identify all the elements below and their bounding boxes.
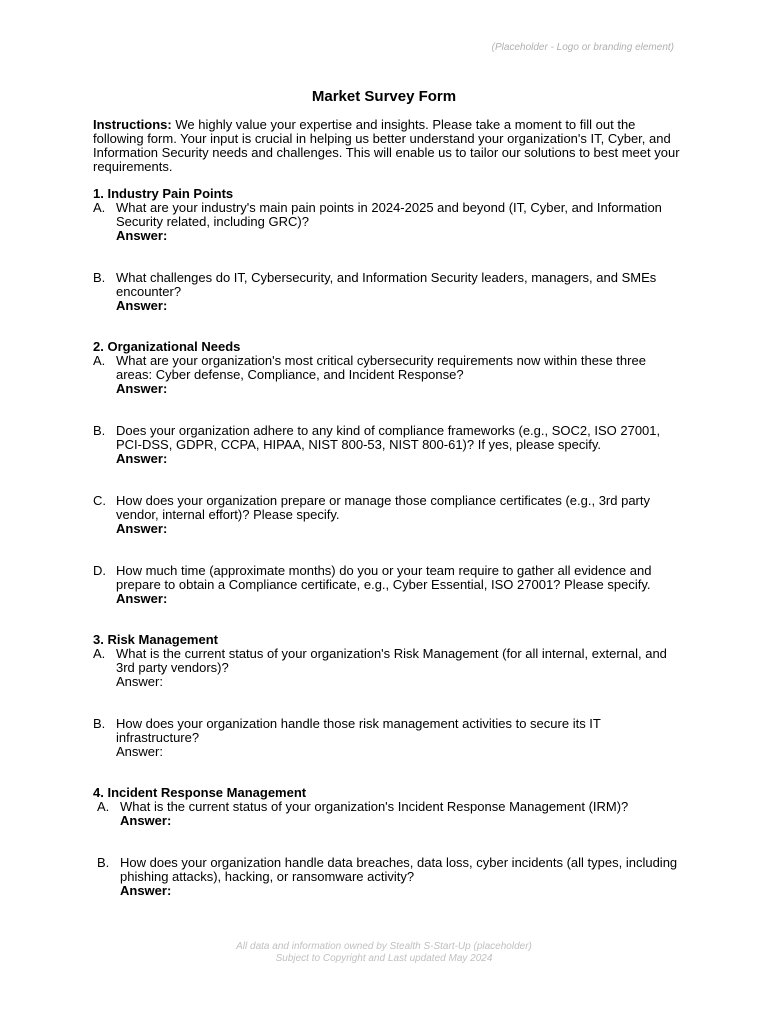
logo-placeholder: (Placeholder - Logo or branding element) [491, 42, 674, 53]
answer-field[interactable]: Answer: [120, 883, 172, 898]
question-text: How much time (approximate months) do you or your team require to gather all evidence and prepare to obtain a Compliance certificate, e.g., Cyber Essential, ISO 27001? Please specify. [116, 563, 652, 592]
section-title: 3. Risk Management [93, 632, 218, 647]
section-incident-response-management [93, 786, 683, 898]
instructions-text: We highly value your expertise and insights. Please take a moment to fill out the following form. Your input is crucial in helping us better understand your organization's IT, Cyber, and Information Security needs and challenges. This will enable us to tailor our solutions to best meet your requirements. [93, 117, 680, 174]
question-text: How does your organization handle data breaches, data loss, cyber incidents (all types, including phishing attacks), hacking, or ransomware activity? [120, 855, 678, 884]
question-letter: C. [93, 493, 106, 508]
question-letter: B. [93, 270, 106, 285]
answer-field[interactable]: Answer: [116, 228, 168, 243]
answer-field[interactable]: Answer: [116, 591, 168, 606]
question-letter: A. [93, 200, 106, 215]
answer-field[interactable]: Answer: [116, 298, 168, 313]
answer-field[interactable]: Answer: [116, 521, 168, 536]
section-risk-management [93, 633, 683, 759]
question-text: What is the current status of your organization's Incident Response Management (IRM)? [120, 799, 629, 814]
section-industry-pain-points [93, 187, 683, 313]
question-text: What are your industry's main pain points in 2024-2025 and beyond (IT, Cyber, and Information Security related, including GRC)? [116, 200, 662, 229]
question-letter: B. [97, 855, 110, 870]
answer-field[interactable]: Answer: [116, 381, 168, 396]
question-2a [93, 354, 683, 396]
instructions [93, 118, 683, 174]
question-letter: A. [97, 799, 110, 814]
question-letter: A. [93, 646, 106, 661]
section-organizational-needs [93, 340, 683, 606]
question-text: How does your organization handle those risk management activities to secure its IT infrastructure? [116, 716, 601, 745]
page-title: Market Survey Form [311, 88, 457, 105]
question-1b [93, 271, 683, 313]
question-text: How does your organization prepare or manage those compliance certificates (e.g., 3rd party vendor, internal effort)? Please specify. [116, 493, 651, 522]
section-title: 4. Incident Response Management [93, 785, 307, 800]
question-1a [93, 201, 683, 243]
answer-field[interactable]: Answer: [120, 813, 172, 828]
question-2c [93, 494, 683, 536]
question-3b [93, 717, 683, 759]
answer-field[interactable]: Answer: [116, 744, 163, 759]
question-letter: D. [93, 563, 106, 578]
question-4a [93, 800, 683, 828]
footer-ownership: All data and information owned by Stealth S-Start-Up (placeholder) [236, 941, 532, 952]
question-text: What challenges do IT, Cybersecurity, and Information Security leaders, managers, and SMEs encounter? [116, 270, 657, 299]
answer-field[interactable]: Answer: [116, 451, 168, 466]
question-letter: B. [93, 716, 106, 731]
question-4b [93, 856, 683, 898]
footer [0, 941, 768, 965]
question-2d [93, 564, 683, 606]
instructions-label: Instructions: [93, 117, 172, 132]
section-title: 2. Organizational Needs [93, 339, 241, 354]
question-text: Does your organization adhere to any kind of compliance frameworks (e.g., SOC2, ISO 27001, PCI-DSS, GDPR, CCPA, HIPAA, NIST 800-53, NIST 800-61)? If yes, please specify. [116, 423, 661, 452]
question-letter: B. [93, 423, 106, 438]
question-3a [93, 647, 683, 689]
question-text: What are your organization's most critical cybersecurity requirements now within these three areas: Cyber defense, Compliance, and Incident Response? [116, 353, 646, 382]
question-2b [93, 424, 683, 466]
section-title: 1. Industry Pain Points [93, 186, 234, 201]
footer-copyright: Subject to Copyright and Last updated May 2024 [275, 953, 493, 964]
survey-form [93, 118, 683, 898]
question-text: What is the current status of your organization's Risk Management (for all internal, external, and 3rd party vendors)? [116, 646, 667, 675]
answer-field[interactable]: Answer: [116, 674, 163, 689]
question-letter: A. [93, 353, 106, 368]
